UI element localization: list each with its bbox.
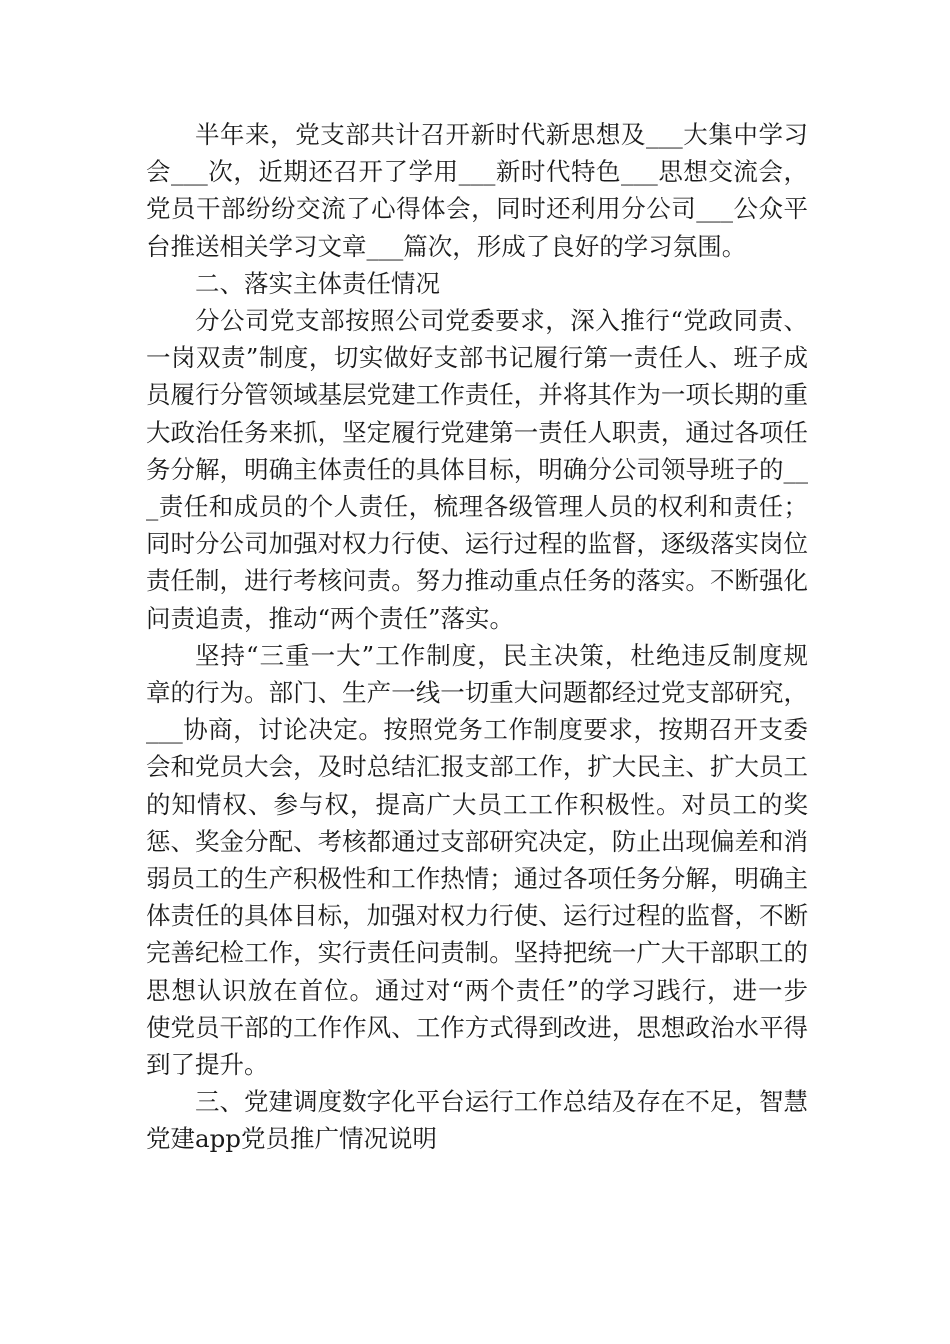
section-heading-digital-platform: 三、党建调度数字化平台运行工作总结及存在不足，智慧党建app党员推广情况说明 xyxy=(146,1087,808,1154)
section-heading-responsibility: 二、落实主体责任情况 xyxy=(195,268,440,298)
document-body xyxy=(146,116,808,1158)
paragraph-study-meetings: 半年来，党支部共计召开新时代新思想及___大集中学习会___次，近期还召开了学用___新时代特色___思想交流会，党员干部纷纷交流了心得体会，同时还利用分公司___公众平台推送相关学习文章___篇次，形成了良好的学习氛围。 xyxy=(146,120,808,261)
paragraph-responsibility: 分公司党支部按照公司党委要求，深入推行“党政同责、一岗双责”制度，切实做好支部书记履行第一责任人、班子成员履行分管领域基层党建工作责任，并将其作为一项长期的重大政治任务来抓，坚定履行党建第一责任人职责，通过各项任务分解，明确主体责任的具体目标，明确分公司领导班子的___责任和成员的个人责任，梳理各级管理人员的权利和责任；同时分公司加强对权力行使、运行过程的监督，逐级落实岗位责任制，进行考核问责。努力推动重点任务的落实。不断强化问责追责，推动“两个责任”落实。 xyxy=(146,306,808,633)
paragraph-decision-system: 坚持“三重一大”工作制度，民主决策，杜绝违反制度规章的行为。部门、生产一线一切重大问题都经过党支部研究，___协商，讨论决定。按照党务工作制度要求，按期召开支委会和党员大会，及时总结汇报支部工作，扩大民主、扩大员工的知情权、参与权，提高广大员工工作积极性。对员工的奖惩、奖金分配、考核都通过支部研究决定，防止出现偏差和消弱员工的生产积极性和工作热情；通过各项任务分解，明确主体责任的具体目标，加强对权力行使、运行过程的监督，不断完善纪检工作，实行责任问责制。坚持把统一广大干部职工的思想认识放在首位。通过对“两个责任”的学习践行，进一步使党员干部的工作作风、工作方式得到改进，思想政治水平得到了提升。 xyxy=(146,640,808,1080)
